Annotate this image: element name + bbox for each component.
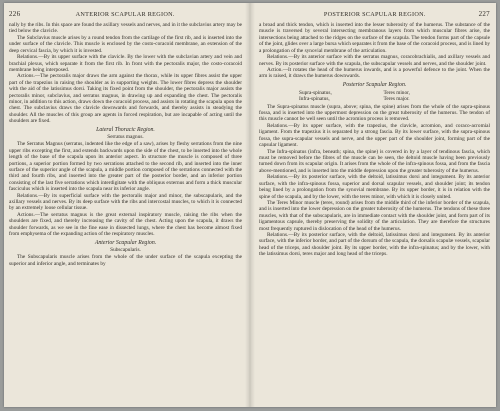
left-page-header [9, 10, 242, 18]
book-spread [4, 3, 496, 407]
paragraph: Actions.—The serratus magnus is the great external inspiratory muscle, raising the ribs when the shoulders are fixed, and thereby increasing the cavity of the chest. Acting upon the scapula, it draws the shoulder forwards, as we see in the fine ease in dissected lungs, where the chest has become almost fixed from emphysema of the expanding action of the respiratory muscles. [9, 211, 242, 238]
paragraph: Relations.—By its upper surface, with the trapezius, the clavicle, acromion, and coraco-acromial ligament. From the trapezius it is separated by a strong fascia. By its lower surface, with the supra-spinous fossa, the supra-scapular vessels and nerve, and the upper part of the shoulder joint, forming part of the capsular ligament. [259, 122, 490, 149]
paragraph: Relations.—By its superficial surface with the pectoralis major and minor, the subscapularis, and the axillary vessels and nerves. By its deep surface with the ribs and intercostal muscles, to which it is connected by an extremely loose cellular tissue. [9, 192, 242, 212]
running-title: POSTERIOR SCAPULAR REGION. [323, 11, 426, 18]
paragraph: Relations.—By its posterior surface, with the deltoid, latissimus dorsi and integument. By its anterior surface, with the infra-spinous fossa, superior and dorsal scapular vessels, and shoulder joint; its tendon being lined by a prolongation from the synovial membrane. By its upper border, it is in relation with the spine of the scapula, and by the lower, with the teres minor, with which it is closely united. [259, 174, 490, 200]
table-cell: Teres major. [383, 96, 410, 103]
paragraph: Action.—It rotates the head of the humerus inwards, and is a powerful defence to the joint. When the arm is raised, it draws the humerus downwards. [259, 66, 490, 80]
table-cell: Supra-spinatus, [299, 89, 332, 96]
section-subheading: Subscapularis. [110, 246, 141, 253]
section-subheading: Serratus magnus. [107, 133, 144, 140]
paragraph: Actions.—The pectoralis major draws the arm against the thorax, while its upper fibres assist the upper part of the trapezius in raising the shoulder as in supporting weights. The lower fibres depress the shoulder with the aid of the latissimus dorsi. Taking its fixed point from the shoulder, the pectoralis major assists the pectoralis minor, subclavius, and serratus magnus, in drawing up and expanding the chest. The pectoralis minor, in addition to this action, draws down the coracoid process, and assists in rotating the scapula upon the chest. The subclavius draws the clavicle downwards and forwards, and thereby assists in steadying the shoulder. All the muscles of this group are agents in forced respiration, but are incapable of acting until the shoulders are fixed. [9, 73, 242, 125]
paragraph: The Infra-spinatus (infra, beneath; spina, the spine) is covered in by a layer of tendinous fascia, which must be removed before the fibres of the muscle can be seen, the deltoid muscle having been previously turned down from its scapular origin. It arises from the whole of the infra-spinous fossa, and from the fascia above-mentioned, and is inserted into the middle depression upon the greater tuberosity of the humerus. [259, 148, 490, 174]
paragraph: Relations.—By its posterior surface, with the deltoid, latissimus dorsi and integument. By its anterior surface, with the inferior border, and part of the dorsum of the scapula, the dorsalis scapulæ vessels, scapular head of the triceps, and shoulder joint. By its upper border, with the infra-spinatus; and by the lower, with the latissimus dorsi, teres major and long head of the triceps. [259, 232, 490, 258]
table-cell: Infra-spinatus, [299, 96, 330, 103]
page-number: 226 [9, 10, 21, 18]
left-page [4, 3, 250, 407]
section-heading: Anterior Scapular Region. [94, 239, 157, 246]
muscle-list-table [299, 90, 468, 103]
paragraph: a broad and thick tendon, which is inserted into the lesser tuberosity of the humerus. The substance of the muscle is traversed by several intersecting membranous layers from which muscular fibres arise, the intersections being attached to the ridges on the surface of the scapula. The tendon forms part of the capsule of the joint, glides over a large bursa which separates it from the base of the coracoid process, and is lined by a prolongation of the synovial membrane of the articulation. [259, 22, 490, 54]
paragraph: The Subscapularis muscle arises from the whole of the under surface of the scapula excepting the superior and inferior angle, and terminates by [9, 254, 242, 267]
paragraph: The Teres Minor muscle (teres, round) arises from the middle third of the inferior border of the scapula, and is inserted into the lower depression on the greater tuberosity of the humerus. The tendons of these three muscles, with that of the subscapularis, are in immediate contact with the shoulder joint, and form part of its ligamentous capsule, thereby preserving the solidity of the articulation. They are therefore the structures most frequently ruptured in dislocation of the head of the humerus. [259, 199, 490, 232]
paragraph: nally by the ribs. In this space are found the axillary vessels and nerves, and in it the subclavius artery may be tied below the clavicle. [9, 22, 242, 35]
running-title: ANTERIOR SCAPULAR REGION. [75, 11, 175, 18]
right-page [250, 3, 496, 407]
table-cell: Teres minor, [383, 89, 410, 96]
paragraph: The Subclavius muscle arises by a round tendon from the cartilage of the first rib, and is inserted into the under surface of the clavicle. This muscle is enclosed by the costo-coracoid membrane, an extension of the deep cervical fascia, by which it is invested. [9, 34, 242, 54]
section-heading: Lateral Thoracic Region. [96, 126, 155, 133]
page-number: 227 [478, 10, 490, 18]
right-page-header [259, 10, 490, 18]
paragraph: The Serratus Magnus (serratus, indented like the edge of a saw), arises by fleshy serrations from the nine upper ribs excepting the first, and extends backwards upon the side of the chest, to be inserted into the whole length of the base of the scapula upon its anterior aspect. In structure the muscle is composed of three portions, a superior portion formed by two serrations attached to the second rib, and inserted into the inner surface of the superior angle of the scapula, a middle portion composed of the serrations connected with the third and fourth ribs, and inserted into the greater part of the posterior border, and an inferior portion consisting of the last five serrations which interdigitate with the obliquus externus and form a thick muscular fasciculus which is inserted into the scapula near its inferior angle. [9, 141, 242, 193]
left-page-text [9, 22, 242, 267]
right-page-text [259, 22, 490, 258]
paragraph: Relations.—By its upper surface with the clavicle. By the lower with the subclavian artery and vein and brachial plexus, which separate it from the first rib. In front with the pectoralis major, the costo-coracoid membrane being interposed. [9, 54, 242, 73]
paragraph: Relations.—By its anterior surface with the serratus magnus, coracobrachialis, and axillary vessels and nerves. By its posterior surface with the scapula, the subscapular vessels and nerves, and the shoulder joint. [259, 54, 490, 67]
section-heading: Posterior Scapular Region. [342, 81, 407, 88]
paragraph: The Supra-spinatus muscle (supra, above; spina, the spine) arises from the whole of the supra-spinous fossa, and is inserted into the uppermost depression on the great tuberosity of the humerus. The tendon of this muscle cannot be well seen until the acromion process is removed. [259, 103, 490, 123]
